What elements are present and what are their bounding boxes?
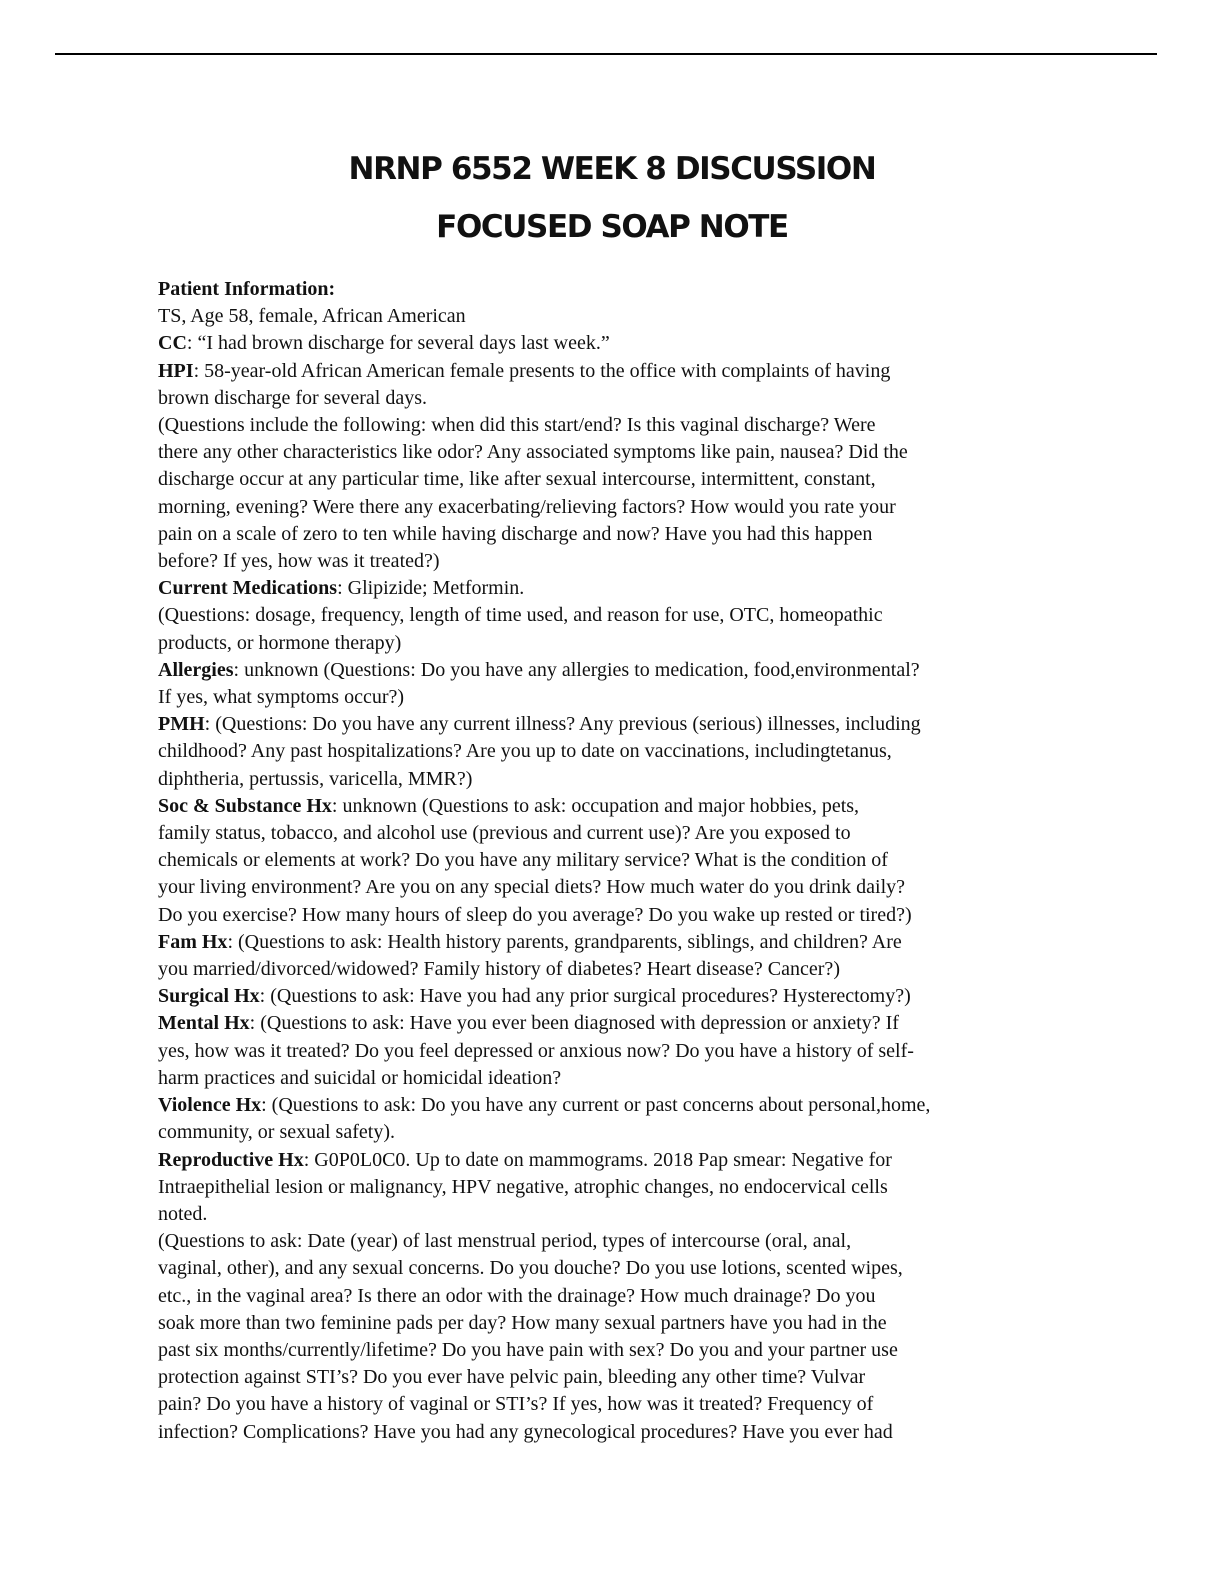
field-text: diphtheria, pertussis, varicella, MMR?) — [158, 767, 473, 790]
text-line — [158, 1010, 1068, 1037]
text-line — [158, 1255, 1068, 1282]
text-line — [158, 1337, 1068, 1364]
text-line — [158, 1310, 1068, 1337]
text-line — [158, 1201, 1068, 1228]
text-line — [158, 466, 1068, 493]
text-line — [158, 766, 1068, 793]
field-text: pain on a scale of zero to ten while having discharge and now? Have you had this happen — [158, 522, 873, 545]
text-line — [158, 1092, 1068, 1119]
field-text: before? If yes, how was it treated?) — [158, 550, 440, 573]
field-text: (Questions include the following: when did this start/end? Is this vaginal discharge? Were — [158, 414, 876, 437]
top-divider — [55, 53, 1157, 55]
text-line — [158, 902, 1068, 929]
field-text: morning, evening? Were there any exacerbating/relieving factors? How would you rate your — [158, 495, 896, 518]
text-line — [158, 1174, 1068, 1201]
field-text: vaginal, other), and any sexual concerns. Do you douche? Do you use lotions, scented wipes, — [158, 1257, 903, 1280]
text-line — [158, 358, 1068, 385]
text-line — [158, 602, 1068, 629]
field-label: Mental Hx — [158, 1012, 250, 1035]
field-text: childhood? Any past hospitalizations? Are you up to date on vaccinations, includingtetanus, — [158, 740, 892, 763]
field-text: pain? Do you have a history of vaginal or STI’s? If yes, how was it treated? Frequency of — [158, 1393, 874, 1416]
document-body — [158, 276, 1068, 1446]
field-text: : Glipizide; Metformin. — [337, 577, 525, 600]
text-line — [158, 711, 1068, 738]
field-text: brown discharge for several days. — [158, 386, 427, 409]
field-text: : unknown (Questions to ask: occupation and major hobbies, pets, — [331, 794, 860, 817]
text-line — [158, 330, 1068, 357]
text-line — [158, 1364, 1068, 1391]
text-line — [158, 956, 1068, 983]
field-text: (Questions: dosage, frequency, length of time used, and reason for use, OTC, homeopathic — [158, 604, 883, 627]
text-line — [158, 657, 1068, 684]
field-text: products, or hormone therapy) — [158, 631, 402, 654]
field-text: noted. — [158, 1202, 208, 1225]
text-line — [158, 874, 1068, 901]
field-text: protection against STI’s? Do you ever have pelvic pain, bleeding any other time? Vulvar — [158, 1366, 866, 1389]
text-line — [158, 847, 1068, 874]
field-text: : (Questions to ask: Do you have any current or past concerns about personal,home, — [261, 1094, 931, 1117]
text-line — [158, 1147, 1068, 1174]
field-text: community, or sexual safety). — [158, 1121, 395, 1144]
field-text: chemicals or elements at work? Do you have any military service? What is the condition of — [158, 849, 888, 872]
field-label: Surgical Hx — [158, 985, 260, 1008]
text-line — [158, 1391, 1068, 1418]
field-text: infection? Complications? Have you had any gynecological procedures? Have you ever had — [158, 1420, 893, 1443]
text-line — [158, 412, 1068, 439]
text-line — [158, 1038, 1068, 1065]
field-text: your living environment? Are you on any special diets? How much water do you drink daily? — [158, 876, 906, 899]
text-line — [158, 1283, 1068, 1310]
field-text: : (Questions to ask: Health history parents, grandparents, siblings, and children? Are — [227, 930, 902, 953]
field-text: you married/divorced/widowed? Family history of diabetes? Heart disease? Cancer?) — [158, 958, 840, 981]
field-text: TS, Age 58, female, African American — [158, 305, 466, 328]
field-text: : G0P0L0C0. Up to date on mammograms. 2018 Pap smear: Negative for — [303, 1148, 892, 1171]
field-label: Fam Hx — [158, 930, 228, 953]
field-text: discharge occur at any particular time, like after sexual intercourse, intermittent, constant, — [158, 468, 876, 491]
text-line — [158, 575, 1068, 602]
field-label: Reproductive Hx — [158, 1148, 304, 1171]
text-line — [158, 820, 1068, 847]
field-text: Do you exercise? How many hours of sleep do you average? Do you wake up rested or tired?) — [158, 903, 912, 926]
field-label: HPI — [158, 359, 194, 382]
text-line — [158, 929, 1068, 956]
text-line — [158, 630, 1068, 657]
title-line-2: FOCUSED SOAP NOTE — [436, 209, 788, 245]
field-text: yes, how was it treated? Do you feel depressed or anxious now? Do you have a history of self- — [158, 1039, 914, 1062]
field-label: Patient Information: — [158, 278, 336, 300]
field-text: etc., in the vaginal area? Is there an odor with the drainage? How much drainage? Do you — [158, 1284, 876, 1307]
field-text: (Questions to ask: Date (year) of last menstrual period, types of intercourse (oral, anal, — [158, 1230, 852, 1253]
text-line — [158, 1119, 1068, 1146]
text-line — [158, 793, 1068, 820]
field-text: : (Questions: Do you have any current illness? Any previous (serious) illnesses, including — [204, 713, 921, 736]
text-line — [158, 1419, 1068, 1446]
text-line — [158, 439, 1068, 466]
text-line — [158, 983, 1068, 1010]
field-text: harm practices and suicidal or homicidal ideation? — [158, 1066, 562, 1089]
text-line — [158, 494, 1068, 521]
field-text: past six months/currently/lifetime? Do you have pain with sex? Do you and your partner use — [158, 1338, 898, 1361]
field-text: : 58-year-old African American female presents to the office with complaints of having — [193, 359, 891, 382]
field-text: : “I had brown discharge for several days last week.” — [186, 332, 610, 355]
field-text: family status, tobacco, and alcohol use (previous and current use)? Are you exposed to — [158, 822, 851, 845]
text-line — [158, 548, 1068, 575]
text-line — [158, 303, 1068, 330]
text-line — [158, 521, 1068, 548]
text-line — [158, 738, 1068, 765]
field-text: : (Questions to ask: Have you ever been diagnosed with depression or anxiety? If — [249, 1012, 899, 1035]
field-label: Current Medications — [158, 577, 338, 600]
field-text: there any other characteristics like odor? Any associated symptoms like pain, nausea? Did the — [158, 441, 908, 464]
text-line — [158, 385, 1068, 412]
field-label: CC — [158, 332, 187, 355]
text-line — [158, 1228, 1068, 1255]
field-label: PMH — [158, 713, 205, 736]
field-text: Intraepithelial lesion or malignancy, HPV negative, atrophic changes, no endocervical cells — [158, 1175, 888, 1198]
field-text: If yes, what symptoms occur?) — [158, 686, 405, 709]
field-text: soak more than two feminine pads per day? How many sexual partners have you had in the — [158, 1311, 887, 1334]
text-line — [158, 684, 1068, 711]
field-label: Violence Hx — [158, 1094, 262, 1117]
field-text: : (Questions to ask: Have you had any prior surgical procedures? Hysterectomy?) — [259, 985, 911, 1008]
field-text: : unknown (Questions: Do you have any allergies to medication, food,environmental? — [233, 658, 920, 681]
text-line — [158, 276, 1068, 303]
field-label: Allergies — [158, 658, 234, 681]
document-title — [0, 140, 1224, 256]
text-line — [158, 1065, 1068, 1092]
field-label: Soc & Substance Hx — [158, 794, 332, 817]
title-line-1: NRNP 6552 WEEK 8 DISCUSSION — [348, 151, 876, 187]
